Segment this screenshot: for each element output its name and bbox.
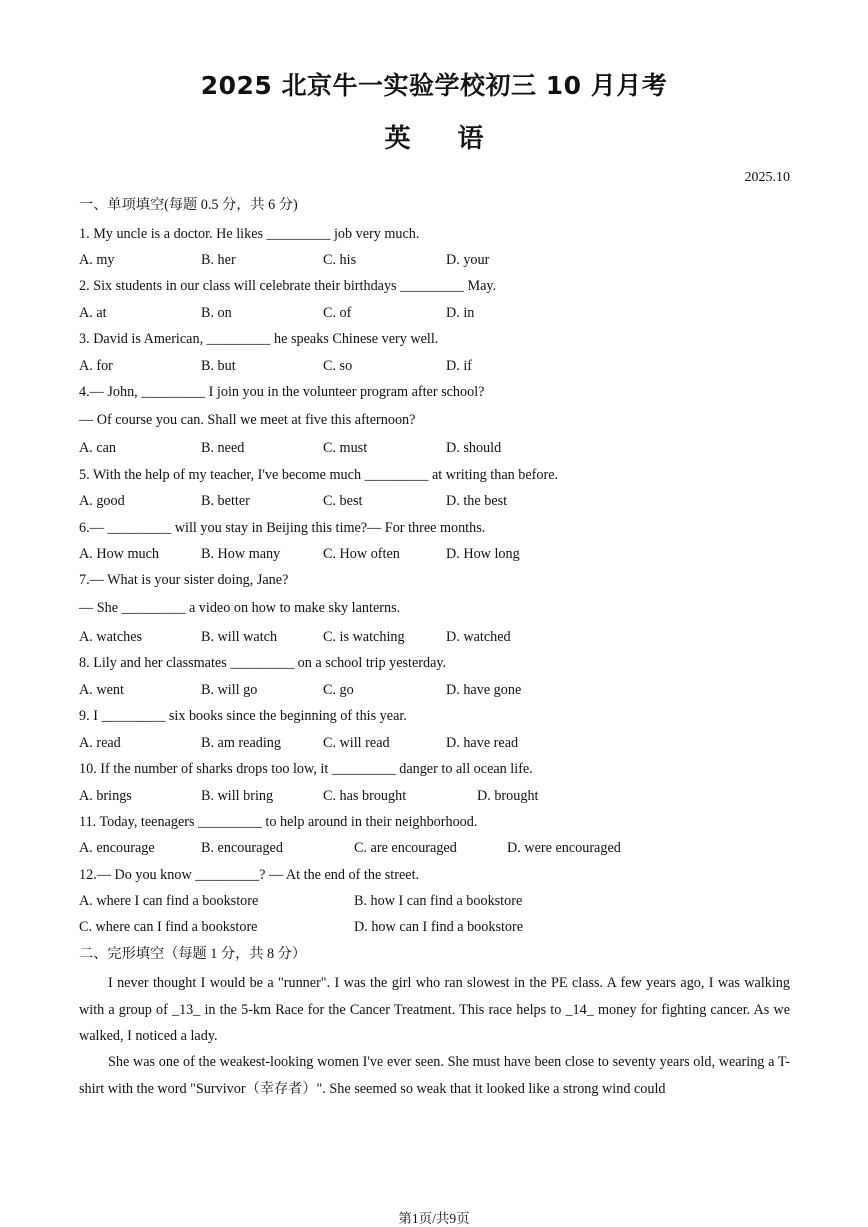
option-b: B. how I can find a bookstore <box>354 893 523 909</box>
option-d: D. watched <box>446 629 511 645</box>
option-c: C. How often <box>323 546 400 562</box>
option-c: C. where can I find a bookstore <box>79 919 258 935</box>
exam-title: 2025 北京牛一实验学校初三 10 月月考 <box>200 71 668 100</box>
option-b: B. am reading <box>201 735 281 751</box>
option-a: A. encourage <box>79 840 155 856</box>
question-stem: 3. David is American, _________ he speaks Chinese very well. <box>79 331 439 347</box>
exam-date: 2025.10 <box>744 170 790 185</box>
question-stem: 9. I _________ six books since the beginning of this year. <box>79 708 407 724</box>
option-d: D. How long <box>446 546 520 562</box>
option-b: B. better <box>201 493 250 509</box>
option-b: B. on <box>201 305 232 321</box>
option-b: B. encouraged <box>201 840 283 856</box>
section-heading-single-choice: 一、单项填空(每题 0.5 分，共 6 分) <box>79 197 298 213</box>
option-a: A. went <box>79 682 124 698</box>
option-b: B. will watch <box>201 629 278 645</box>
option-b: B. will go <box>201 682 258 698</box>
option-a: A. read <box>79 735 121 751</box>
cloze-paragraph: I never thought I would be a "runner". I was the girl who ran slowest in the PE class. A few years ago, I was walking with a group of _13_ in the 5-km Race for the Cancer Treatment. This race helps to _14_ money for fighting cancer. As we walked, I noticed a lady. <box>79 975 790 1044</box>
option-b: B. will bring <box>201 788 274 804</box>
option-c: C. has brought <box>323 788 407 804</box>
page-number: 第1页/共9页 <box>398 1211 470 1226</box>
question-stem: 4.— John, _________ I join you in the volunteer program after school? <box>79 384 485 400</box>
option-a: A. watches <box>79 629 143 645</box>
option-b: B. but <box>201 358 236 374</box>
option-d: D. were encouraged <box>507 840 621 856</box>
option-b: B. her <box>201 252 236 268</box>
question-reply: — Of course you can. Shall we meet at five this afternoon? <box>79 412 416 428</box>
question-stem: 10. If the number of sharks drops too low, it _________ danger to all ocean life. <box>79 761 533 777</box>
question-reply: — She _________ a video on how to make sky lanterns. <box>79 600 401 616</box>
option-b: B. need <box>201 440 245 456</box>
option-d: D. your <box>446 252 490 268</box>
subject-title: 英 语 <box>384 124 484 154</box>
question-stem: 1. My uncle is a doctor. He likes _________ job very much. <box>79 226 420 242</box>
option-c: C. his <box>323 252 357 268</box>
option-c: C. go <box>323 682 354 698</box>
option-a: A. good <box>79 493 125 509</box>
option-d: D. should <box>446 440 502 456</box>
option-b: B. How many <box>201 546 281 562</box>
option-d: D. brought <box>477 788 539 804</box>
option-c: C. is watching <box>323 629 405 645</box>
option-a: A. How much <box>79 546 159 562</box>
question-stem: 6.— _________ will you stay in Beijing this time?— For three months. <box>79 520 486 536</box>
option-c: C. are encouraged <box>354 840 457 856</box>
option-d: D. have read <box>446 735 519 751</box>
section-heading-cloze: 二、完形填空（每题 1 分，共 8 分） <box>79 946 307 962</box>
option-c: C. so <box>323 358 353 374</box>
option-a: A. my <box>79 252 115 268</box>
option-c: C. will read <box>323 735 390 751</box>
option-d: D. in <box>446 305 475 321</box>
option-a: A. can <box>79 440 117 456</box>
question-stem: 7.— What is your sister doing, Jane? <box>79 572 289 588</box>
question-stem: 2. Six students in our class will celebrate their birthdays _________ May. <box>79 278 497 294</box>
option-a: A. brings <box>79 788 132 804</box>
option-c: C. must <box>323 440 368 456</box>
option-d: D. the best <box>446 493 508 509</box>
option-a: A. where I can find a bookstore <box>79 893 259 909</box>
question-stem: 8. Lily and her classmates _________ on a school trip yesterday. <box>79 655 447 671</box>
option-d: D. if <box>446 358 473 374</box>
option-a: A. at <box>79 305 107 321</box>
option-a: A. for <box>79 358 113 374</box>
option-d: D. how can I find a bookstore <box>354 919 524 935</box>
option-c: C. of <box>323 305 352 321</box>
question-stem: 12.— Do you know _________? — At the end of the street. <box>79 867 420 883</box>
option-c: C. best <box>323 493 363 509</box>
question-stem: 11. Today, teenagers _________ to help around in their neighborhood. <box>79 814 478 830</box>
cloze-paragraph: She was one of the weakest-looking women I've ever seen. She must have been close to seventy years old, wearing a T-shirt with the word "Survivor（幸存者）". She seemed so weak that it looked like a strong wind could <box>79 1054 790 1097</box>
question-stem: 5. With the help of my teacher, I've become much _________ at writing than before. <box>79 467 559 483</box>
option-d: D. have gone <box>446 682 522 698</box>
